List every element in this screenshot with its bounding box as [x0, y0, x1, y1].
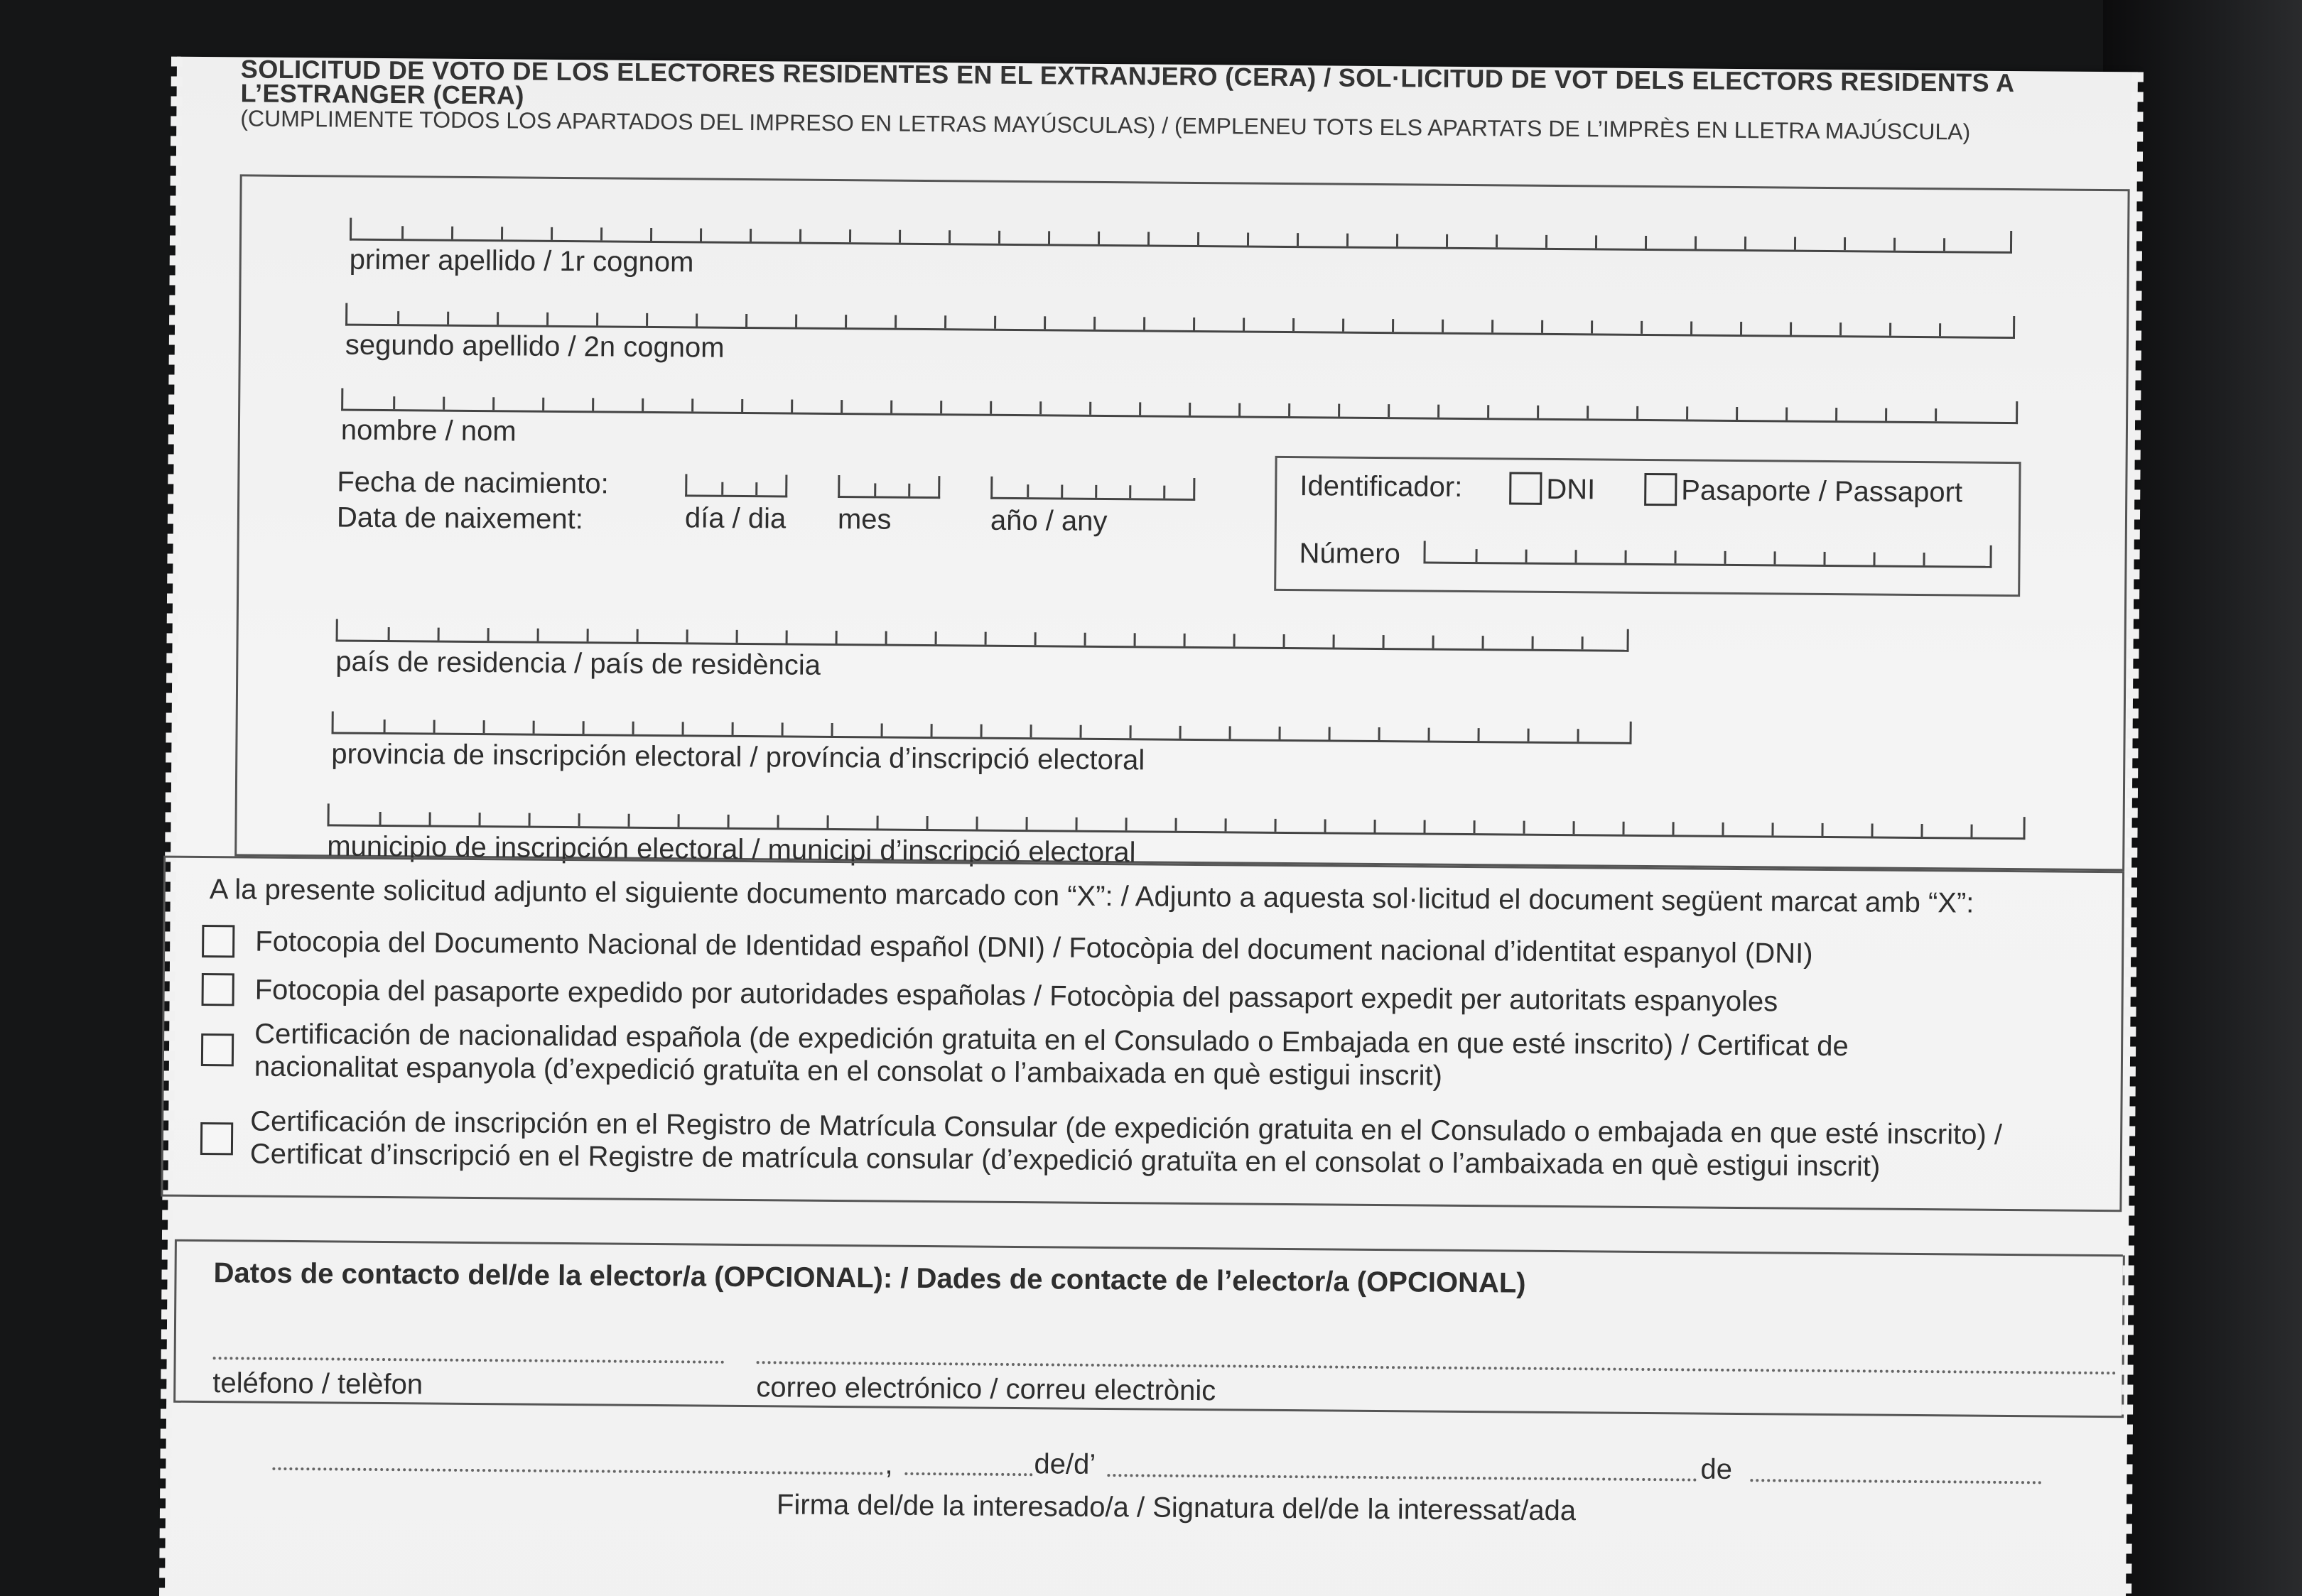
attachment-nationality-text: Certificación de nacionalidad española (de expedición gratuita en el Consulado o Embajada en que esté inscrito) / Certificat de nacionalitat espanyola (d’expedició gratuïta en el consolat o l’ambaixada en què estigui inscrit) [254, 1018, 1849, 1092]
month-char-boxes[interactable] [838, 475, 940, 499]
paper [164, 54, 2138, 1596]
dni-checkbox[interactable] [1509, 472, 1542, 504]
attachment-dni-text: Fotocopia del Documento Nacional de Identidad español (DNI) / Fotocòpia del document nacional d’identitat espanyol (DNI) [255, 925, 1813, 970]
surname2-label: segundo apellido / 2n cognom [345, 329, 725, 364]
year-char-boxes[interactable] [990, 477, 1195, 501]
attachments-intro: A la presente solicitud adjunto el siguiente documento marcado con “X”: / Adjunto a aquesta sol·licitud el document següent marcat amb “X”: [209, 874, 1974, 919]
signature-comma: , [885, 1448, 893, 1480]
name-label: nombre / nom [340, 414, 517, 447]
passport-checkbox[interactable] [1644, 473, 1677, 506]
attachment-dni-checkbox[interactable] [202, 925, 234, 957]
birth-date-label-es: Fecha de nacimiento: [337, 466, 609, 500]
identifier-label: Identificador: [1299, 470, 1463, 503]
attachment-consular-text: Certificación de inscripción en el Registro de Matrícula Consular (de expedición gratuita en el Consulado o embajada en que esté inscrito) / Certificat d’inscripció en el Registre de matrícula consular (d’expedició gratuïta en el consolat o l’ambaixada en què estigui inscrit) [249, 1105, 2003, 1183]
surname1-label: primer apellido / 1r cognom [349, 244, 694, 278]
signature-place-line[interactable] [272, 1467, 883, 1475]
signature-month-line[interactable] [1107, 1474, 1697, 1482]
year-label: año / any [990, 504, 1108, 538]
signature-label: Firma del/de la interesado/a / Signatura del/de la interessat/ada [776, 1489, 1577, 1527]
signature-of2: de [1700, 1453, 1733, 1485]
form-sheet [29, 0, 2174, 1596]
month-label: mes [837, 504, 892, 536]
dni-label: DNI [1546, 473, 1596, 506]
day-char-boxes[interactable] [685, 474, 787, 497]
form-header [240, 54, 2017, 145]
attachment-nationality-checkbox[interactable] [201, 1033, 234, 1066]
signature-year-line[interactable] [1750, 1479, 2041, 1484]
day-label: día / dia [684, 502, 787, 535]
attachment-passport-checkbox[interactable] [202, 973, 234, 1006]
birth-date-label-ca: Data de naixement: [336, 501, 583, 536]
form-title: SOLICITUD DE VOTO DE LOS ELECTORES RESIDENTES EN EL EXTRANJERO (CERA) / SOL·LICITUD DE VOT DELS ELECTORS RESIDENTS A L’ESTRANGER (CERA) [240, 54, 2014, 110]
form-instructions: (CUMPLIMENTE TODOS LOS APARTADOS DEL IMPRESO EN LETRAS MAYÚSCULAS) / (EMPLENEU TOTS ELS APARTATS DE L’IMPRÈS EN LLETRA MAJÚSCULA) [240, 105, 1971, 145]
province-label: provincia de inscripción electoral / província d’inscripció electoral [331, 738, 1145, 776]
signature-day-line[interactable] [904, 1472, 1032, 1476]
signature-of1: de/d’ [1034, 1448, 1096, 1480]
contact-heading: Datos de contacto del/de la elector/a (OPCIONAL): / Dades de contacte de l’elector/a (OPCIONAL) [213, 1257, 1526, 1299]
attachment-passport-text: Fotocopia del pasaporte expedido por autoridades españolas / Fotocòpia del passaport expedit per autoritats espanyoles [254, 974, 1778, 1018]
country-label: país de residencia / país de residència [335, 646, 821, 681]
municipality-label: municipio de inscripción electoral / municipi d’inscripció electoral [327, 830, 1136, 869]
id-number-char-boxes[interactable] [1423, 541, 1992, 568]
attachment-consular-checkbox[interactable] [200, 1122, 233, 1155]
id-number-label: Número [1299, 538, 1401, 570]
passport-label: Pasaporte / Passaport [1681, 474, 1963, 509]
email-label: correo electrónico / correu electrònic [756, 1372, 1216, 1407]
phone-label: teléfono / telèfon [212, 1367, 423, 1401]
